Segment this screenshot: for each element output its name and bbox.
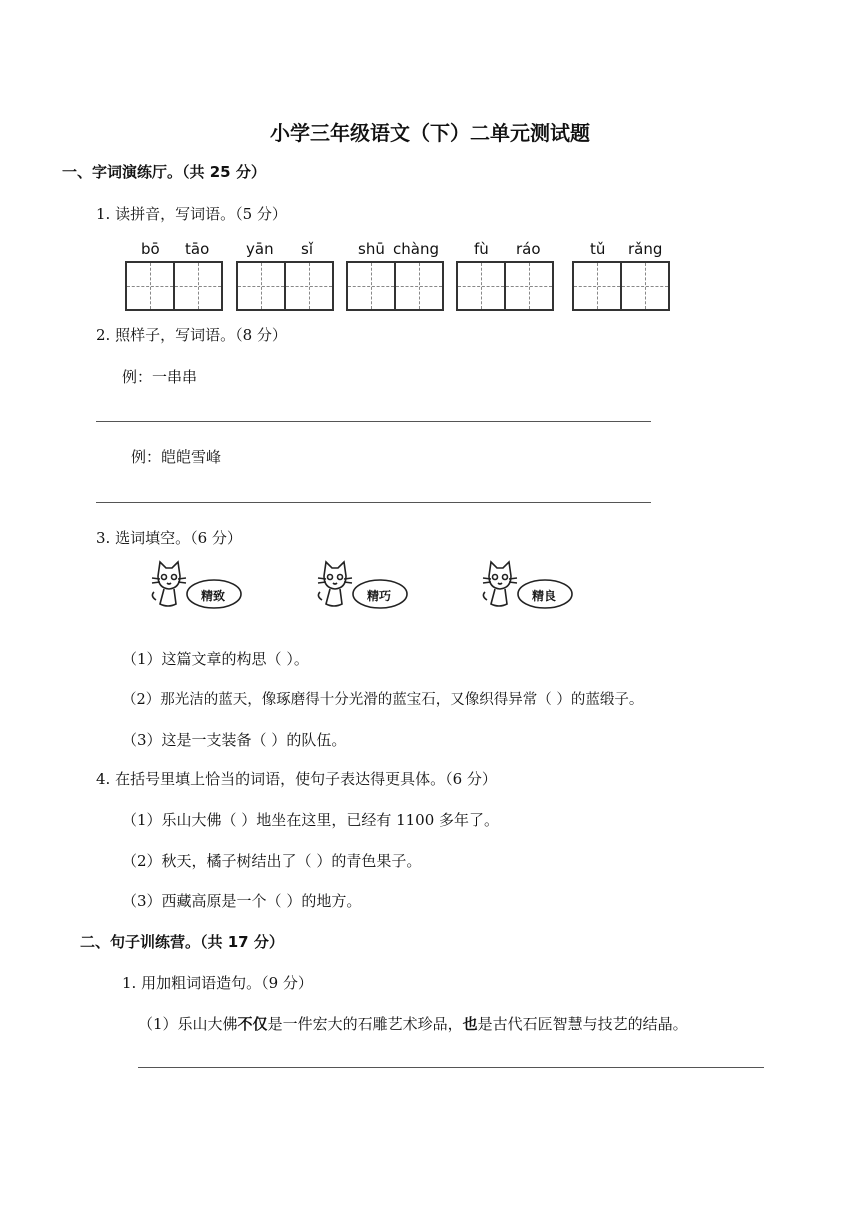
sentence-text: （1）乐山大佛: [138, 1015, 238, 1033]
bold-word: 也: [462, 1015, 478, 1033]
pinyin: rǎng: [628, 240, 663, 258]
writing-boxes[interactable]: [346, 261, 444, 311]
sentence-text: 是一件宏大的石雕艺术珍品，: [267, 1015, 463, 1033]
question-2-1-label: 1. 用加粗词语造句。（9 分）: [122, 974, 313, 992]
section-2-heading: 二、句子训练营。（共 17 分）: [80, 933, 284, 951]
fill-sentence-3-2: （2）那光洁的蓝天，像琢磨得十分光滑的蓝宝石，又像织得异常（ ）的蓝缎子。: [122, 692, 644, 708]
word-option: 精致: [201, 589, 226, 603]
answer-line[interactable]: [96, 502, 651, 503]
example-2: 例：皑皑雪峰: [131, 448, 222, 466]
fill-sentence-3-3: （3）这是一支装备（ ）的队伍。: [122, 731, 347, 749]
writing-boxes[interactable]: [572, 261, 670, 311]
question-1-4-label: 4. 在括号里填上恰当的词语，使句子表达得更具体。（6 分）: [96, 770, 497, 788]
fill-sentence-4-2: （2）秋天，橘子树结出了（ ）的青色果子。: [122, 852, 422, 870]
pinyin: tǔ: [590, 240, 606, 258]
cat-icon: [150, 556, 246, 612]
fill-sentence-4-1: （1）乐山大佛（ ）地坐在这里，已经有 1100 多年了。: [122, 811, 500, 829]
cat-word-card-3: [481, 556, 577, 612]
cat-word-card-1: [150, 556, 246, 612]
question-1-2-label: 2. 照样子，写词语。（8 分）: [96, 326, 287, 344]
question-1-1-label: 1. 读拼音，写词语。（5 分）: [96, 205, 287, 223]
pinyin: ráo: [516, 240, 541, 258]
section-1-heading: 一、字词演练厅。（共 25 分）: [62, 163, 266, 181]
cat-icon: [481, 556, 577, 612]
answer-line[interactable]: [96, 421, 651, 422]
fill-sentence-3-1: （1）这篇文章的构思（ ）。: [122, 650, 309, 668]
page-title: 小学三年级语文（下）二单元测试题: [270, 121, 590, 145]
bold-word: 不仅: [237, 1015, 268, 1033]
cat-icon: [316, 556, 412, 612]
pinyin: shū: [358, 240, 385, 258]
word-option: 精巧: [367, 589, 392, 603]
make-sentence-prompt: [138, 1013, 688, 1034]
example-1: 例：一串串: [122, 368, 198, 386]
pinyin: sǐ: [301, 240, 313, 258]
writing-boxes[interactable]: [236, 261, 334, 311]
writing-boxes[interactable]: [456, 261, 554, 311]
sentence-text: 是古代石匠智慧与技艺的结晶。: [477, 1015, 688, 1033]
cat-word-card-2: [316, 556, 412, 612]
answer-line[interactable]: [138, 1067, 764, 1068]
pinyin: chàng: [393, 240, 439, 258]
question-1-3-label: 3. 选词填空。（6 分）: [96, 529, 242, 547]
pinyin: fù: [474, 240, 489, 258]
pinyin: bō: [141, 240, 160, 258]
pinyin: yān: [246, 240, 274, 258]
fill-sentence-4-3: （3）西藏高原是一个（ ）的地方。: [122, 892, 362, 910]
pinyin: tāo: [185, 240, 210, 258]
writing-boxes[interactable]: [125, 261, 223, 311]
word-option: 精良: [532, 589, 557, 603]
